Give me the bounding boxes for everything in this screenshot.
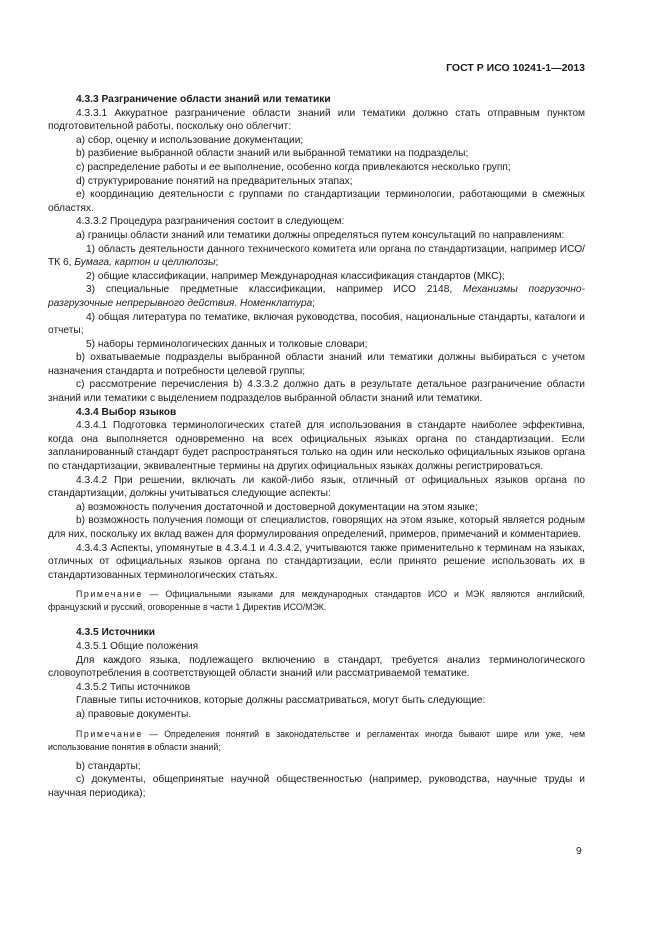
paragraph-4-3-3-1: 4.3.3.1 Аккуратное разграничение области знаний или тематики должно стать отправным пунктом подготовительной работы, поскольку оно облегчит: [48, 107, 585, 133]
list-item-a: а) сбор, оценку и использование документации; [76, 134, 304, 146]
section-4-3-3-title: 4.3.3 Разграничение области знаний или тематики [76, 94, 331, 105]
list-item-e: e) координацию деятельности с группами по стандартизации терминологии, работающими в смежных областях. [48, 189, 585, 214]
note-text: — Определения понятий в законодательстве и регламентах иногда бывают шире или уже, чем использование понятия в области знаний; [48, 728, 585, 752]
paragraph-4-3-4-2: 4.3.4.2 При решении, включать ли какой-либо язык, отличный от официальных языков органа по стандартизации, должны учитываться следующие аспекты: [48, 474, 585, 500]
paragraph-4-3-4-1: 4.3.4.1 Подготовка терминологических статей для использования в стандарте наиболее эффективна, когда она выполняется одновременно на всех официальных языках органа по стандартизации. Если запланированный стандарт будет распространяться только на один или несколько официальных языков органа по стандартизации, эквивалентные термины на других официальных языках должны регистрироваться. [48, 420, 585, 473]
list-item-c: c) рассмотрение перечисления b) 4.3.3.2 должно дать в результате детальное разграничение области знаний или тематики с выделением подразделов выбранной области знаний или тематики. [48, 379, 585, 405]
paragraph-4-3-4-3: 4.3.4.3 Аспекты, упомянутые в 4.3.4.1 и 4.3.4.2, учитываются также применительно к терминам на языках, отличных от официальных языков органа по стандартизации, если принято решение использовать их в стандартизованных терминологических статьях. [48, 542, 585, 581]
numbered-item-3 [48, 283, 585, 310]
list-item-b: b) стандарты; [76, 760, 141, 772]
section-4-3-4-title: 4.3.4 Выбор языков [76, 406, 177, 418]
document-header: ГОСТ Р ИСО 10241-1—2013 [446, 62, 585, 74]
numbered-item-5: 5) наборы терминологических данных и толковые словари; [86, 338, 368, 350]
numbered-item-text: 3) специальные предметные классификации, например ИСО 2148, [86, 284, 463, 296]
list-item-a: а) границы области знаний или тематики должны определяться путем консультаций по направлениям: [76, 229, 565, 241]
list-item-c: c) распределение работы и ее выполнение, особенно когда привлекаются несколько групп; [76, 161, 511, 173]
numbered-item-2: 2) общие классификации, например Международная классификация стандартов (МКС); [86, 270, 505, 282]
note-text: — Официальными языками для международных стандартов ИСО и МЭК являются английский, французский и русский, оговоренные в части 1 Директив ИСО/МЭК. [48, 589, 585, 613]
list-item-b: b) возможность получения помощи от специалистов, говорящих на этом языке, который является родным для них, поскольку их вклад важен для формулирования определений, примеров, примечаний и комментариев. [48, 515, 585, 540]
paragraph-4-3-5-1: Для каждого языка, подлежащего включению в стандарт, требуется анализ терминологического словоупотребления в соответствующей области знаний или рассматриваемой тематике. [48, 654, 585, 680]
note [48, 728, 585, 754]
list-item-b: b) разбиение выбранной области знаний или выбранной тематики на подразделы; [76, 148, 469, 160]
note [48, 588, 585, 614]
numbered-item-1 [48, 243, 585, 270]
numbered-item-4: 4) общая литература по тематике, включая руководства, пособия, национальные стандарты, каталоги и отчеты; [48, 311, 585, 337]
note-label: Примечание [76, 589, 143, 600]
section-4-3-5-title: 4.3.5 Источники [76, 627, 155, 639]
document-title-italic: Бумага, картон и целлюлозы [74, 257, 216, 269]
paragraph-4-3-5-2-heading: 4.3.5.2 Типы источников [76, 681, 191, 693]
list-item-d: d) структурирование понятий на предварительных этапах; [76, 175, 353, 187]
list-item-c: c) документы, общепринятые научной общественностью (например, руководства, научные труды и научная периодика); [48, 774, 585, 799]
paragraph-4-3-5-2: Главные типы источников, которые должны рассматриваться, могут быть следующие: [76, 695, 486, 707]
punctuation: ; [312, 297, 316, 309]
document-body [48, 93, 585, 800]
list-item-a: а) возможность получения достаточной и достоверной документации на этом языке; [76, 501, 478, 513]
list-item-a: а) правовые документы. [76, 708, 192, 720]
page-number: 9 [576, 846, 582, 857]
list-item-b: b) охватываемые подразделы выбранной области знаний или тематики должны выбираться с учетом назначения стандарта и потребности целевой группы; [48, 352, 585, 377]
document-title-italic: Механизмы погрузочно-разгрузочные непрерывного действия. Номенклатура [48, 284, 585, 309]
punctuation: ; [215, 257, 219, 269]
numbered-item-text: 1) область деятельности данного технического комитета или органа по стандартизации, например ИСО/ТК 6, [48, 243, 585, 269]
note-label: Примечание [76, 728, 143, 739]
paragraph-4-3-5-1-heading: 4.3.5.1 Общие положения [76, 640, 199, 652]
paragraph-4-3-3-2: 4.3.3.2 Процедура разграничения состоит в следующем: [76, 216, 345, 228]
